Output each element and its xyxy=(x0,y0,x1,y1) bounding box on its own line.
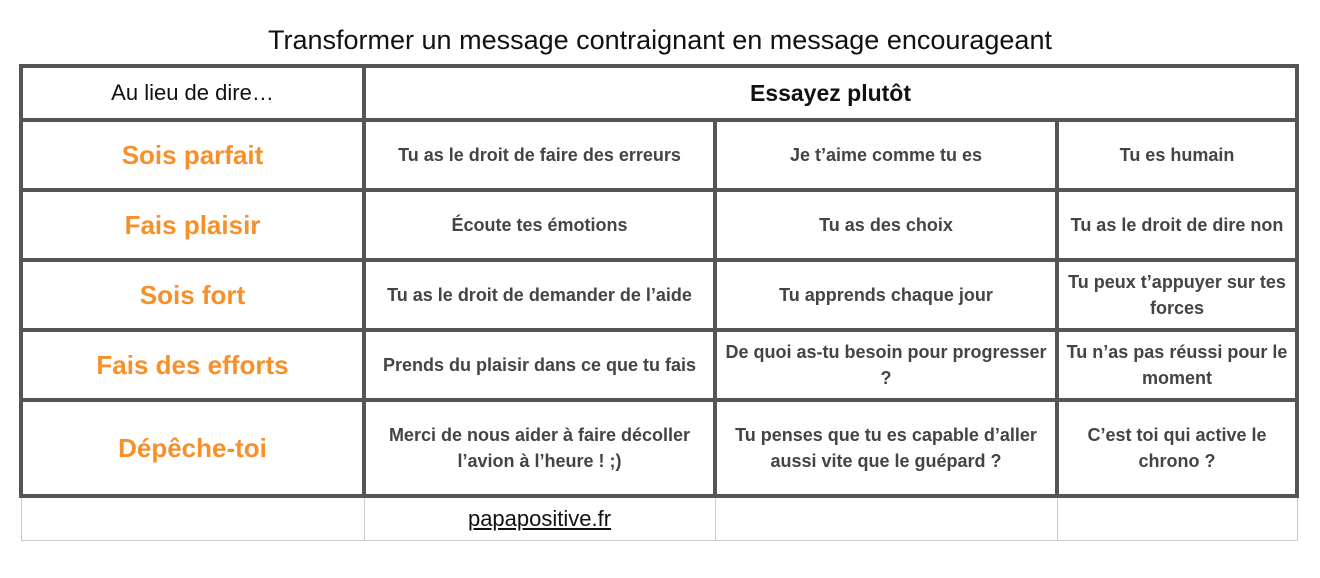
papapositive-link[interactable]: papapositive.fr xyxy=(467,505,612,531)
row-label: Fais plaisir xyxy=(21,190,364,260)
header-row xyxy=(21,66,1297,120)
table-row xyxy=(21,330,1297,400)
footer-row xyxy=(21,496,1297,540)
table-cell: C’est toi qui active le chrono ? xyxy=(1057,400,1297,496)
table-cell: Tu as le droit de demander de l’aide xyxy=(364,260,715,330)
table-cell: Tu as le droit de faire des erreurs xyxy=(364,120,715,190)
footer-empty-cell xyxy=(21,496,364,540)
page-title: Transformer un message contraignant en message encourageant xyxy=(268,25,1052,55)
table-cell: Tu peux t’appuyer sur tes forces xyxy=(1057,260,1297,330)
table-cell: Tu n’as pas réussi pour le moment xyxy=(1057,330,1297,400)
table-cell: Je t’aime comme tu es xyxy=(715,120,1057,190)
footer-link-cell xyxy=(364,496,715,540)
row-label: Sois fort xyxy=(21,260,364,330)
table-cell: Tu as le droit de dire non xyxy=(1057,190,1297,260)
table-cell: Prends du plaisir dans ce que tu fais xyxy=(364,330,715,400)
table-cell: Tu penses que tu es capable d’aller aussi vite que le guépard ? xyxy=(715,400,1057,496)
table-cell: Tu apprends chaque jour xyxy=(715,260,1057,330)
header-instead-of: Au lieu de dire… xyxy=(21,66,364,120)
table-row xyxy=(21,260,1297,330)
table-row xyxy=(21,120,1297,190)
header-try-instead: Essayez plutôt xyxy=(364,66,1297,120)
footer-empty-cell xyxy=(715,496,1057,540)
row-label: Fais des efforts xyxy=(21,330,364,400)
table-cell: Tu as des choix xyxy=(715,190,1057,260)
footer-empty-cell xyxy=(1057,496,1297,540)
table-cell: Tu es humain xyxy=(1057,120,1297,190)
table-row xyxy=(21,400,1297,496)
row-label: Sois parfait xyxy=(21,120,364,190)
table-cell: Écoute tes émotions xyxy=(364,190,715,260)
message-table xyxy=(19,64,1299,541)
table-row xyxy=(21,190,1297,260)
table-cell: De quoi as-tu besoin pour progresser ? xyxy=(715,330,1057,400)
row-label: Dépêche-toi xyxy=(21,400,364,496)
table-cell: Merci de nous aider à faire décoller l’avion à l’heure ! ;) xyxy=(364,400,715,496)
